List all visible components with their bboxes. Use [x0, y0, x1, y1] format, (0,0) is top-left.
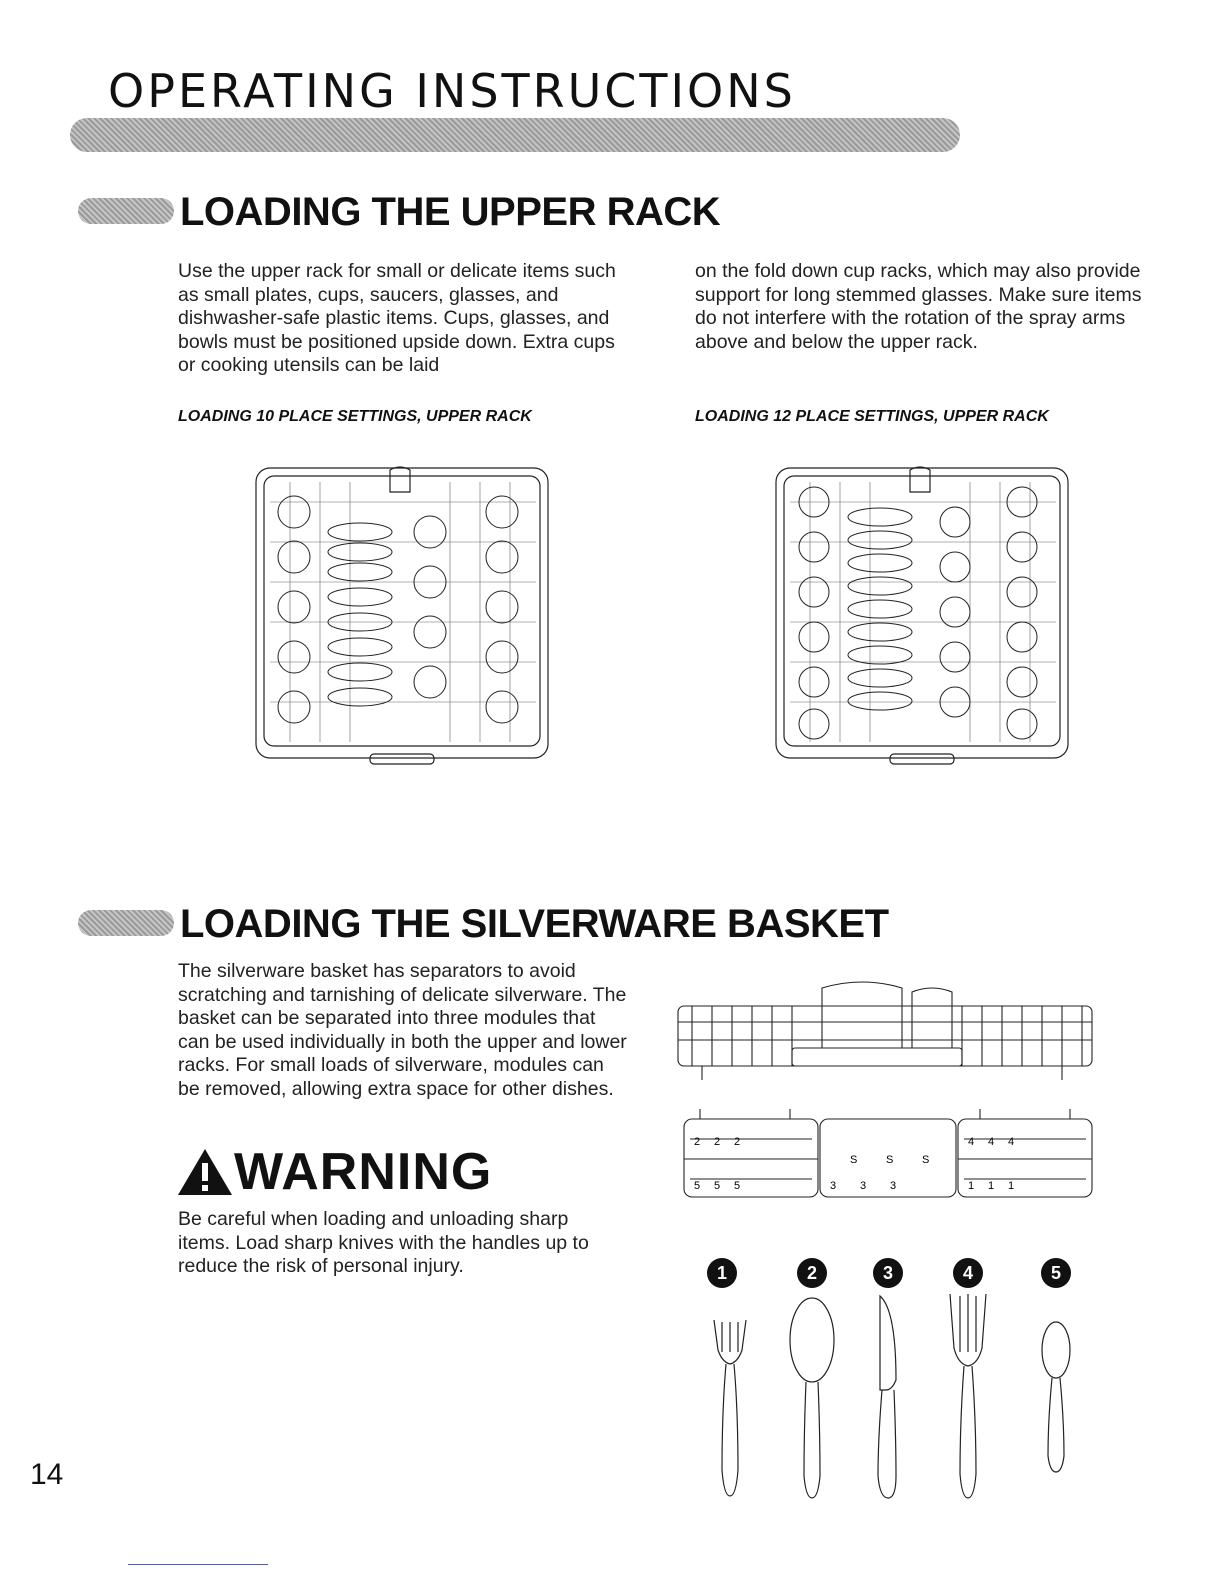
basket-label-left-top: 2	[694, 1136, 701, 1148]
number-label-1: 1	[716, 1263, 728, 1283]
basket-label-mid-top-2: S	[886, 1154, 894, 1166]
caption-12-place: LOADING 12 PLACE SETTINGS, UPPER RACK	[695, 408, 1049, 425]
number-label-3: 3	[882, 1263, 894, 1283]
section-pill-silverware	[78, 910, 174, 936]
dinner-fork-icon	[950, 1294, 986, 1498]
knife-icon	[878, 1296, 896, 1498]
basket-label-left-top-2: 2	[714, 1136, 721, 1148]
heading-silverware-basket: LOADING THE SILVERWARE BASKET	[180, 902, 889, 946]
basket-top-view	[680, 1105, 1096, 1201]
footer-link-line	[128, 1564, 268, 1565]
warning-title: WARNING	[234, 1143, 493, 1201]
teaspoon-icon	[1042, 1322, 1070, 1472]
basket-label-mid-bottom-3: 3	[890, 1180, 897, 1192]
warning-text: Be careful when loading and unloading sharp items. Load sharp knives with the handles up to reduce the risk of personal injury.	[178, 1208, 589, 1277]
section-pill-upper-rack	[78, 198, 174, 224]
heading-upper-rack: LOADING THE UPPER RACK	[180, 190, 721, 234]
soup-spoon-icon	[790, 1298, 834, 1498]
basket-label-right-bottom-2: 1	[988, 1180, 995, 1192]
basket-label-left-bottom-3: 5	[734, 1180, 741, 1192]
page-number: 14	[30, 1458, 64, 1491]
basket-label-mid-top-3: S	[922, 1154, 930, 1166]
basket-label-right-bottom-3: 1	[1008, 1180, 1015, 1192]
basket-label-mid-bottom-2: 3	[860, 1180, 867, 1192]
utensil-numbers	[700, 1255, 1080, 1291]
basket-label-left-bottom-2: 5	[714, 1180, 721, 1192]
title-bar	[70, 118, 960, 152]
utensils-illustration	[700, 1290, 1080, 1506]
page-title: OPERATING INSTRUCTIONS	[108, 64, 796, 118]
caption-10-place: LOADING 10 PLACE SETTINGS, UPPER RACK	[178, 408, 532, 425]
upper-rack-10-illustration	[250, 462, 556, 768]
upper-rack-text-left: Use the upper rack for small or delicate items such as small plates, cups, saucers, glasses, and dishwasher-safe plastic items. Cups, glasses, and bowls must be positioned upside down. Extra cups or cooking utensils can be laid	[178, 260, 616, 376]
silverware-basket-illustration	[672, 978, 1098, 1086]
basket-label-mid-bottom: 3	[830, 1180, 837, 1192]
upper-rack-12-illustration	[770, 462, 1076, 768]
salad-fork-icon	[714, 1320, 746, 1496]
basket-label-right-bottom: 1	[968, 1180, 975, 1192]
basket-label-right-top: 4	[968, 1136, 975, 1148]
basket-label-left-top-3: 2	[734, 1136, 741, 1148]
warning-triangle-icon	[176, 1147, 234, 1197]
number-label-5: 5	[1050, 1263, 1062, 1283]
basket-label-right-top-3: 4	[1008, 1136, 1015, 1148]
basket-label-left-bottom: 5	[694, 1180, 701, 1192]
warning-heading	[176, 1142, 492, 1202]
number-label-2: 2	[806, 1263, 818, 1283]
basket-label-mid-top: S	[850, 1154, 858, 1166]
number-label-4: 4	[962, 1263, 974, 1283]
basket-label-right-top-2: 4	[988, 1136, 995, 1148]
upper-rack-text-right: on the fold down cup racks, which may also provide support for long stemmed glasses. Make sure items do not interfere with the rotation of the spray arms above and below the upper rack.	[695, 260, 1142, 353]
silverware-text: The silverware basket has separators to avoid scratching and tarnishing of delicate silverware. The basket can be separated into three modules that can be used individually in both the upper and lower racks. For small loads of silverware, modules can be removed, allowing extra space for other dishes.	[178, 960, 627, 1100]
